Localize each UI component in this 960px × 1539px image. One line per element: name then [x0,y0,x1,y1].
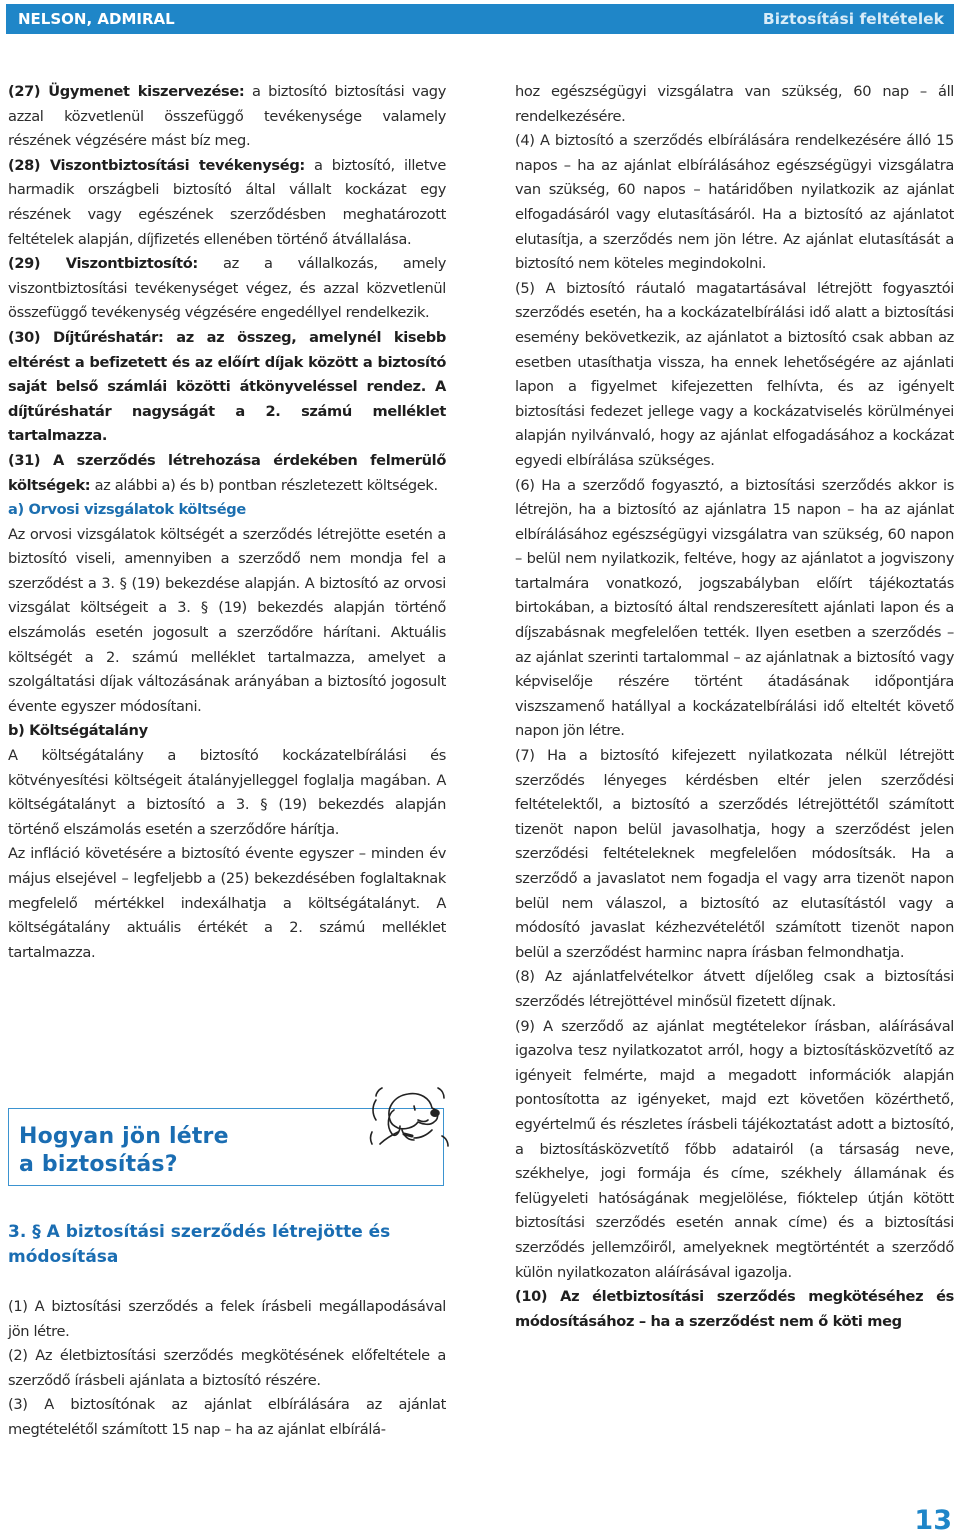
definition-term: (30) Díjtűréshatár [8,328,158,346]
definition-27 [8,80,446,154]
definition-term: (27) Ügymenet kiszervezése: [8,83,245,100]
paragraph-3: (3) A biztosítónak az ajánlat elbírálására az ajánlat megtételétől számított 15 nap – ha az ajánlat elbírálá- [8,1396,446,1438]
left-column [8,80,446,965]
page-number: 13 [914,1505,952,1536]
paragraph-7: (7) Ha a biztosító kifejezett nyilatkozata nélkül létrejött szerződés lényeges kérdésben eltér jelen szerződési feltételektől, a biztosító a szerződés létrejöttétől számított tizenöt napon belül javasolhatja, hogy a szerződést jelen szerződési feltételeknek megfelelően módosítsák. Ha a szerződő a javaslatot nem fogadja el vagy arra tizenöt napon belül nem válaszol, a biztosító az elutasítástól vagy a módosító javaslat kézhezvételétől számított tizenöt napon belül a szerződést harminc napra írásban felmondhatja. [515,747,954,961]
paragraph-4: (4) A biztosító a szerződés elbírálására rendelkezésére álló 15 napos – ha az ajánlat elbírálásához egészségügyi vizsgálatra van szükség, 60 napos – határidőben nyilatkozik az ajánlat elfogadásáról vagy elutasításáról. Ha a biztosító az ajánlatot elutasítja, a szerződés nem jön létre. Az ajánlat elutasítását a biztosító nem köteles megindokolni. [515,132,954,273]
section-3-heading [8,1220,446,1270]
header-publisher: NELSON, ADMIRAL [18,10,175,28]
definition-text: : az az összeg, amelynél kisebb eltérést a befizetett és az előírt díjak között a biztosító saját belső számlái közötti átkönyveléssel rendez. A díjtűréshatár nagyságát a 2. számú melléklet tartalmazza. [8,328,446,445]
definition-text: a biztosító biztosítási vagy azzal közvetlenül összefüggő tevékenysége valamely részének végzésére mást bíz meg. [8,83,446,150]
question-box-title-line-1: Hogyan jön létre [19,1124,229,1149]
question-box-title-line-2: a biztosítás? [19,1152,178,1177]
left-column-bottom [8,1295,446,1443]
subsection-b-text-1: A költségátalány a biztosító kockázatelbírálási és kötvényesítési költségeit átalányjelleggel foglalja magában. A költségátalányt a biztosító a 3. § (19) bekezdés alapján történő elszámolás esetén a szerződőre hárítja. [8,747,446,838]
definition-28 [8,154,446,252]
right-column [515,80,954,1334]
definition-text: az a vállalkozás, amely viszontbiztosítási tevékenységet végez, és azzal közvetlenül összefüggő tevékenység végzésére engedéllyel rendelkezik. [8,255,446,322]
definition-term: (28) Viszontbiztosítási tevékenység: [8,156,305,174]
paragraph-5: (5) A biztosító ráutaló magatartásával létrejött fogyasztói szerződés esetén, ha a kockázatelbírálási idő alatt a biztosítási esemény bekövetkezik, az ajánlatot a biztosító csak abban az esetben utasíthatja vissza, ha ennek lehetőségére az ajánlati lapon a figyelmet kifejezetten felhívta, és az igényelt biztosítási fedezet jellege vagy a kockázatviselés körülményei alapján nyilvánvaló, hogy az ajánlat elfogadásához a kockázat egyedi elbírálása szükséges. [515,279,954,469]
subsection-b-text-2: Az infláció követésére a biztosító évente egyszer – minden év május elsejével – legfeljebb a (25) bekezdésében foglaltaknak megfelelő mértékkel indexálhatja a költségátalányt. A költségátalány aktuális értékét a 2. számú melléklet tartalmazza. [8,845,446,961]
definition-term: (31) A szerződés létrehozása érdekében felmerülő költségek: [8,451,446,494]
subsection-b-heading: b) Költségátalány [8,722,148,740]
definition-term: (29) Viszontbiztosító: [8,255,198,273]
definition-31 [8,449,446,498]
section-3-heading-line-1: 3. § A biztosítási szerződés létrejötte és [8,1222,391,1242]
paragraph-10: (10) Az életbiztosítási szerződés megkötéséhez és módosításához – ha a szerződést nem ő köti meg [515,1288,954,1330]
subsection-a-heading: a) Orvosi vizsgálatok költsége [8,501,246,519]
paragraph-9: (9) A szerződő az ajánlat megtételekor írásban, aláírásával igazolva tesz nyilatkozatot arról, hogy a biztosításközvetítő az igényeit felmérte, majd a megadott információk alapján pontosította az igényeket, majd ezt követően közérthető, egyértelmű és részletes írásbeli tájékoztatást adott a biztosító, a biztosításközvetítő főbb adatairól (a társaság neve, székhelye, jogi formája és címe, székhely államának és felügyeleti hatóságának megjelölése, fióktelep útján kötött biztosítási szerződés esetén annak címe) és a biztosítási szerződés jellemzőiről, amelyeknek megtörténtét a szerződő külön nyilatkozaton aláírásával igazolja. [515,1017,954,1281]
definition-text: az alábbi a) és b) pontban részletezett költségek. [90,476,438,494]
subsection-a-text: Az orvosi vizsgálatok költségét a szerződés létrejötte esetén a biztosító viseli, amennyiben a szerződő nem mondja fel a szerződést a 3. § (19) bekezdése alapján. A biztosító az orvosi vizsgálat költségeit a 3. § (19) bekezdés alapján történő elszámolás esetén jogosult a szerződőre hárítani. Aktuális költségét a 2. számú melléklet tartalmazza, amelyet a szolgáltatási díjak változásának arányában a biztosító jogosult évente egyszer módosítani. [8,525,446,715]
section-3-heading-line-2: módosítása [8,1247,119,1267]
definition-29 [8,252,446,326]
question-box-title [19,1123,229,1179]
paragraph-3-continued: hoz egészségügyi vizsgálatra van szükség, 60 nap – áll rendelkezésére. [515,83,954,125]
paragraph-2: (2) Az életbiztosítási szerződés megkötésének előfeltétele a szerződő írásbeli ajánlata a biztosító részére. [8,1347,446,1389]
paragraph-8: (8) Az ajánlatfelvételkor átvett díjelőleg csak a biztosítási szerződés létrejöttével minősül fizetett díjnak. [515,968,954,1010]
definition-30 [8,326,446,449]
page-header [6,4,954,34]
header-document-title: Biztosítási feltételek [762,10,944,28]
paragraph-6: (6) Ha a szerződő fogyasztó, a biztosítási szerződés akkor is létrejön, ha a biztosító az ajánlatra 15 napon – ha az ajánlat elbírálásához egészségügyi vizsgálatra van szükség, 60 napon – belül nem nyilatkozik, feltéve, hogy az ajánlatot a jogviszony tartalmára vonatkozó, jogszabályban előírt tájékoztatás birtokában, a biztosító által rendszeresített ajánlati lapon és a díjszabásnak megfelelően tették. Ilyen esetben a szerződés – az ajánlat szerinti tartalommal – az ajánlatnak a biztosító vagy képviselője részére történt átadásának időpontjára viszszamenő hatállyal a kockázatelbírálási idő elteltét követő napon jön létre. [515,476,954,740]
paragraph-1: (1) A biztosítási szerződés a felek írásbeli megállapodásával jön létre. [8,1298,446,1340]
definition-text: a biztosító, illetve harmadik országbeli biztosító által vállalt kockázat egy részének vagy egészének szerződésben meghatározott feltételek alapján, díjfizetés ellenében történő átvállalása. [8,156,446,248]
snoopy-illustration [368,1080,450,1156]
